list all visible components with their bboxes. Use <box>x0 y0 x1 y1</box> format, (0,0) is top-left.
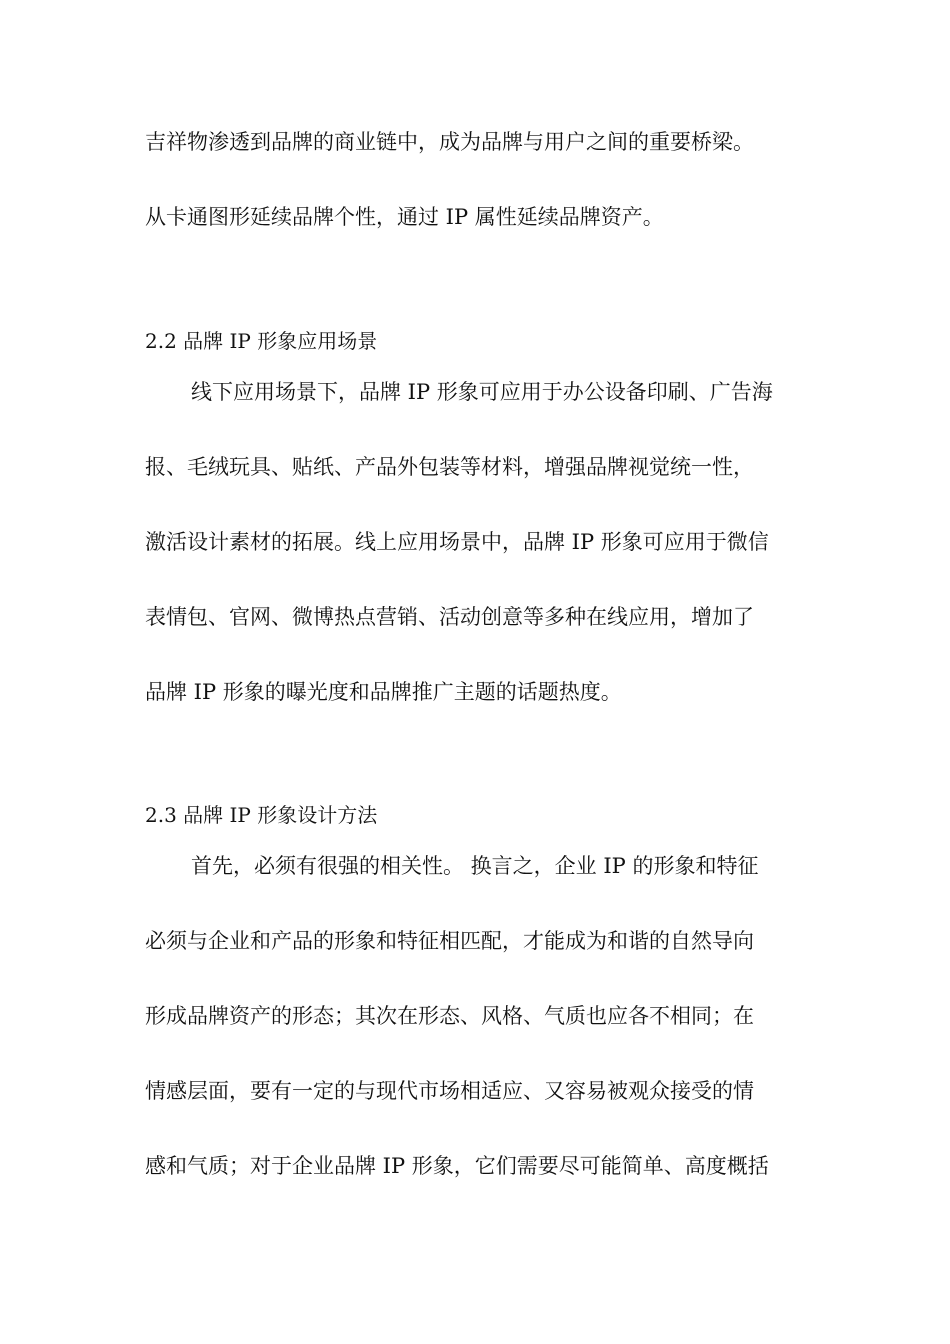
paragraph-line: 必须与企业和产品的形象和特征相匹配，才能成为和谐的自然导向 <box>145 929 754 953</box>
paragraph-line: 吉祥物渗透到品牌的商业链中，成为品牌与用户之间的重要桥梁。 <box>145 130 754 154</box>
paragraph-line: 情感层面，要有一定的与现代市场相适应、又容易被观众接受的情 <box>145 1079 754 1103</box>
paragraph-line: 从卡通图形延续品牌个性，通过 IP 属性延续品牌资产。 <box>145 205 664 229</box>
paragraph-line: 形成品牌资产的形态；其次在形态、风格、气质也应各不相同；在 <box>145 1004 754 1028</box>
paragraph-line: 表情包、官网、微博热点营销、活动创意等多种在线应用，增加了 <box>145 605 754 629</box>
paragraph-line: 感和气质；对于企业品牌 IP 形象，它们需要尽可能简单、高度概括 <box>145 1154 769 1178</box>
paragraph-line: 品牌 IP 形象的曝光度和品牌推广主题的话题热度。 <box>145 680 622 704</box>
paragraph-line: 激活设计素材的拓展。线上应用场景中，品牌 IP 形象可应用于微信 <box>145 530 769 554</box>
section-heading-2-3: 2.3 品牌 IP 形象设计方法 <box>145 803 378 827</box>
section-heading-2-2: 2.2 品牌 IP 形象应用场景 <box>145 329 378 353</box>
paragraph-line: 线下应用场景下，品牌 IP 形象可应用于办公设备印刷、广告海 <box>191 380 773 404</box>
paragraph-line: 首先，必须有很强的相关性。 换言之，企业 IP 的形象和特征 <box>191 854 759 878</box>
paragraph-line: 报、毛绒玩具、贴纸、产品外包装等材料，增强品牌视觉统一性， <box>145 455 754 479</box>
